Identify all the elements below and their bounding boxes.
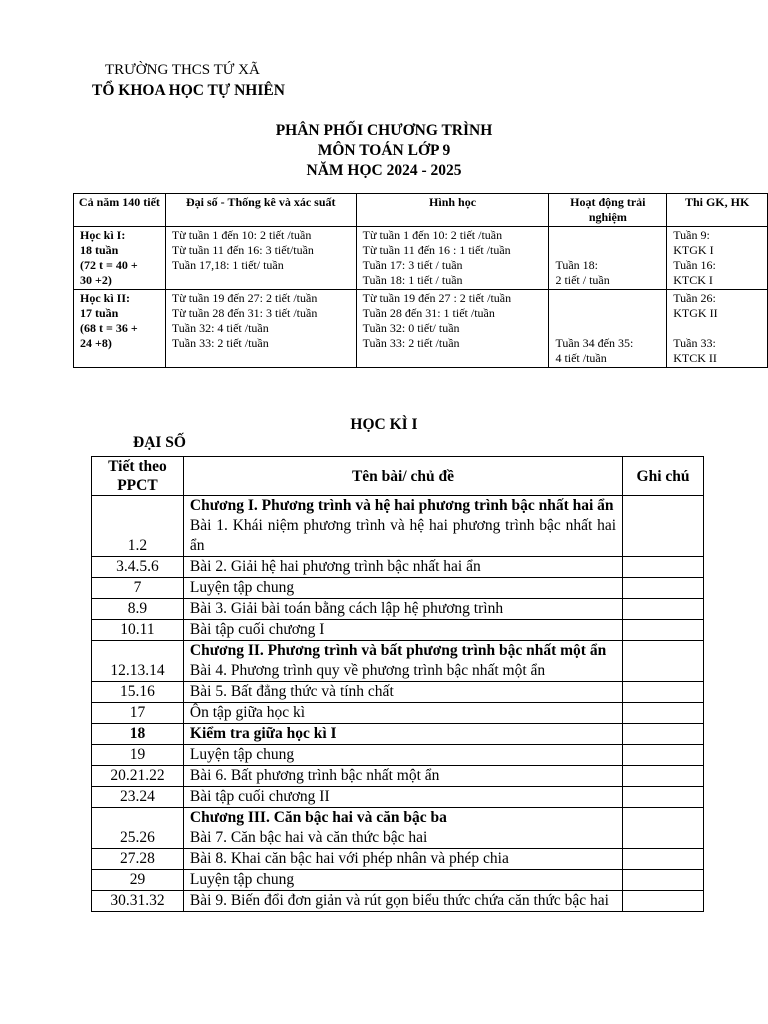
semester-cell [74, 227, 166, 290]
cell-line: Học kì II: [80, 291, 131, 305]
lesson-row [92, 787, 704, 808]
cell-line: Từ tuần 19 đến 27 : 2 tiết /tuần [362, 291, 512, 305]
lesson-period: 15.16 [92, 682, 184, 703]
cell-line: Tuần 33: [673, 336, 716, 350]
doc-title: PHÂN PHỐI CHƯƠNG TRÌNH [275, 122, 493, 139]
lesson-period: 23.24 [92, 787, 184, 808]
cell-line: 17 tuần [80, 306, 119, 320]
lesson-note [623, 766, 704, 787]
exam-schedule-cell [667, 290, 768, 368]
lesson-period: 30.31.32 [92, 891, 184, 912]
lesson-note [623, 557, 704, 578]
exam-schedule-cell [667, 227, 768, 290]
col-header-algebra: Đại số - Thống kê và xác suất [165, 194, 356, 227]
chapter-title: Chương III. Căn bậc hai và căn bậc ba [189, 809, 447, 826]
cell-line: Tuần 33: 2 tiết /tuần [362, 336, 460, 350]
activity-schedule-cell [549, 227, 667, 290]
lesson-row [92, 724, 704, 745]
cell-line: 18 tuần [80, 243, 119, 257]
lesson-period: 17 [92, 703, 184, 724]
lesson-table [91, 456, 704, 912]
lesson-title: Luyện tập chung [189, 746, 295, 763]
lesson-row [92, 891, 704, 912]
lesson-period: 18 [92, 724, 184, 745]
cell-line: Tuần 28 đến 31: 1 tiết /tuần [362, 306, 495, 320]
cell-line: Từ tuần 11 đến 16 : 1 tiết /tuần [362, 243, 511, 257]
cell-line: 2 tiết / tuần [555, 273, 610, 287]
lesson-topic-cell [183, 787, 622, 808]
lesson-row [92, 557, 704, 578]
cell-line: KTCK I [673, 273, 713, 287]
lesson-note [623, 620, 704, 641]
lesson-period: 19 [92, 745, 184, 766]
lesson-row [92, 703, 704, 724]
cell-line: Tuần 32: 4 tiết /tuần [171, 321, 269, 335]
col-header-notes: Ghi chú [623, 457, 704, 496]
lesson-note [623, 745, 704, 766]
lesson-note [623, 599, 704, 620]
chapter-title: Chương I. Phương trình và hệ hai phương trình bậc nhất hai ẩn [189, 497, 614, 514]
cell-line: Tuần 16: [673, 258, 716, 272]
lesson-period: 7 [92, 578, 184, 599]
lesson-title: Bài 9. Biến đổi đơn giản và rút gọn biểu thức chứa căn thức bậc hai [189, 892, 609, 909]
algebra-schedule-cell [165, 290, 356, 368]
lesson-title: Bài 7. Căn bậc hai và căn thức bậc hai [189, 829, 428, 846]
algebra-schedule-cell [165, 227, 356, 290]
cell-line: 24 +8) [80, 336, 112, 350]
cell-line: (68 t = 36 + [80, 321, 138, 335]
cell-line: 4 tiết /tuần [555, 351, 607, 365]
lesson-note [623, 724, 704, 745]
lesson-period: 10.11 [92, 620, 184, 641]
lesson-period: 8.9 [92, 599, 184, 620]
lesson-note [623, 578, 704, 599]
lesson-row [92, 641, 704, 682]
school-year: NĂM HỌC 2024 - 2025 [306, 162, 462, 179]
semester-heading: HỌC KÌ I [350, 416, 418, 433]
lesson-topic-cell [183, 745, 622, 766]
lesson-topic-cell [183, 724, 622, 745]
cell-line: Tuần 26: [673, 291, 716, 305]
lesson-row [92, 496, 704, 557]
cell-line: Từ tuần 28 đến 31: 3 tiết /tuần [171, 306, 318, 320]
lesson-row [92, 578, 704, 599]
cell-line: 30 +2) [80, 273, 112, 287]
cell-line: Từ tuần 1 đến 10: 2 tiết /tuần [362, 228, 503, 242]
col-header-exams: Thi GK, HK [667, 194, 768, 227]
lesson-period: 20.21.22 [92, 766, 184, 787]
cell-line: Học kì I: [80, 228, 126, 242]
lesson-period: 3.4.5.6 [92, 557, 184, 578]
lesson-title: Kiểm tra giữa học kì I [189, 725, 337, 742]
lesson-title: Bài 5. Bất đẳng thức và tính chất [189, 683, 394, 700]
cell-line: Tuần 18: [555, 258, 599, 272]
lesson-note [623, 787, 704, 808]
cell-line: (72 t = 40 + [80, 258, 138, 272]
cell-line: Từ tuần 11 đến 16: 3 tiết/tuần [171, 243, 314, 257]
lesson-topic-cell [183, 682, 622, 703]
lesson-title: Bài 8. Khai căn bậc hai với phép nhân và phép chia [189, 850, 509, 867]
semester-cell [74, 290, 166, 368]
lesson-period: 25.26 [92, 808, 184, 849]
col-header-activity: Hoạt động trải nghiệm [549, 194, 667, 227]
lesson-period: 12.13.14 [92, 641, 184, 682]
school-name: TRƯỜNG THCS TỨ XÃ [105, 62, 260, 78]
col-header-year: Cả năm 140 tiết [74, 194, 166, 227]
lesson-note [623, 682, 704, 703]
lesson-title: Bài 3. Giải bài toán bằng cách lập hệ phương trình [189, 600, 504, 617]
lesson-title: Bài tập cuối chương I [189, 621, 325, 638]
lesson-topic-cell [183, 766, 622, 787]
cell-line: Tuần 33: 2 tiết /tuần [171, 336, 269, 350]
lesson-title: Bài 6. Bất phương trình bậc nhất một ẩn [189, 767, 440, 784]
department-name: TỔ KHOA HỌC TỰ NHIÊN [92, 82, 285, 99]
lesson-topic-cell [183, 620, 622, 641]
col-header-geometry: Hình học [356, 194, 549, 227]
lesson-topic-cell [183, 870, 622, 891]
lesson-row [92, 849, 704, 870]
cell-line: Từ tuần 19 đến 27: 2 tiết /tuần [171, 291, 318, 305]
distribution-header-row [74, 194, 768, 227]
cell-line: KTCK II [673, 351, 717, 365]
lesson-topic-cell [183, 641, 622, 682]
lesson-note [623, 870, 704, 891]
lesson-title: Bài 2. Giải hệ hai phương trình bậc nhất hai ẩn [189, 558, 481, 575]
cell-line: KTGK II [673, 306, 718, 320]
cell-line: Tuần 17,18: 1 tiết/ tuần [171, 258, 284, 272]
lesson-title: Ôn tập giữa học kì [189, 704, 306, 721]
lesson-title: Bài 4. Phương trình quy về phương trình bậc nhất một ẩn [189, 662, 546, 679]
lesson-header-row [92, 457, 704, 496]
col-header-period: Tiết theo PPCT [92, 457, 184, 496]
geometry-schedule-cell [356, 290, 549, 368]
lesson-topic-cell [183, 496, 622, 557]
lesson-title: Luyện tập chung [189, 871, 295, 888]
geometry-schedule-cell [356, 227, 549, 290]
distribution-row [74, 290, 768, 368]
lesson-topic-cell [183, 599, 622, 620]
cell-line: Tuần 18: 1 tiết / tuần [362, 273, 463, 287]
lesson-row [92, 599, 704, 620]
subject-title: MÔN TOÁN LỚP 9 [317, 142, 451, 159]
lesson-row [92, 620, 704, 641]
distribution-table [73, 193, 768, 368]
lesson-note [623, 891, 704, 912]
lesson-topic-cell [183, 557, 622, 578]
lesson-title: Bài tập cuối chương II [189, 788, 330, 805]
lesson-note [623, 496, 704, 557]
cell-line: Tuần 34 đến 35: [555, 336, 634, 350]
chapter-title: Chương II. Phương trình và bất phương trình bậc nhất một ẩn [189, 642, 607, 659]
lesson-note [623, 808, 704, 849]
cell-line: Tuần 9: [673, 228, 710, 242]
lesson-row [92, 682, 704, 703]
lesson-title: Luyện tập chung [189, 579, 295, 596]
lesson-row [92, 766, 704, 787]
lesson-row [92, 745, 704, 766]
activity-schedule-cell [549, 290, 667, 368]
cell-line: KTGK I [673, 243, 714, 257]
lesson-title: Bài 1. Khái niệm phương trình và hệ hai phương trình bậc nhất hai ẩn [189, 517, 617, 554]
col-header-topic: Tên bài/ chủ đề [183, 457, 622, 496]
distribution-row [74, 227, 768, 290]
lesson-topic-cell [183, 891, 622, 912]
cell-line: Tuần 17: 3 tiết / tuần [362, 258, 463, 272]
lesson-topic-cell [183, 808, 622, 849]
lesson-note [623, 703, 704, 724]
lesson-row [92, 808, 704, 849]
lesson-note [623, 641, 704, 682]
lesson-topic-cell [183, 578, 622, 599]
algebra-heading: ĐẠI SỐ [133, 434, 186, 451]
lesson-period: 29 [92, 870, 184, 891]
lesson-note [623, 849, 704, 870]
lesson-period: 1.2 [92, 496, 184, 557]
lesson-row [92, 870, 704, 891]
lesson-topic-cell [183, 849, 622, 870]
cell-line [673, 321, 761, 336]
lesson-topic-cell [183, 703, 622, 724]
lesson-period: 27.28 [92, 849, 184, 870]
cell-line: Từ tuần 1 đến 10: 2 tiết /tuần [171, 228, 312, 242]
cell-line: Tuần 32: 0 tiết/ tuần [362, 321, 460, 335]
